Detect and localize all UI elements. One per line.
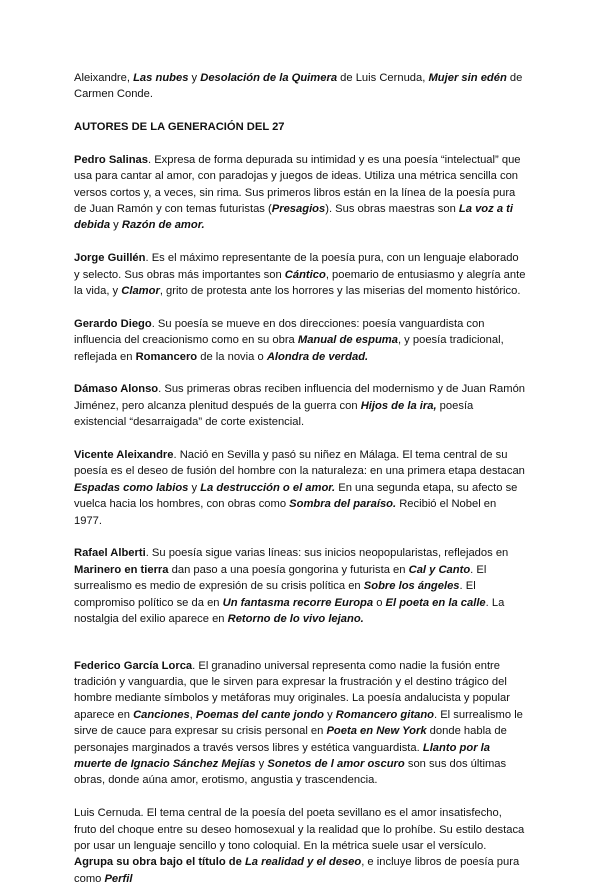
work-title: Llanto por la muerte de Ignacio Sánchez Mejías (74, 741, 490, 770)
work-title: Clamor (121, 285, 160, 298)
author-guillen (74, 250, 526, 299)
text: . Es el máximo representante de la poesía pura, con un lenguaje elaborado y selecto. Sus obras más importantes son (74, 252, 519, 281)
author-diego (74, 316, 526, 365)
work-title: Espadas como labios (74, 481, 189, 494)
text: . La nostalgia del exilio aparece en (74, 596, 505, 626)
bold-text: Agrupa su obra bajo el título de (74, 856, 245, 869)
author-alberti (74, 545, 526, 627)
work-title: Cántico (284, 268, 326, 281)
text: de Luis Cernuda, (337, 72, 429, 84)
work-title: Poemas del cante jondo (195, 708, 324, 721)
work-title: El poeta en la calle (385, 596, 486, 609)
work-title: Romancero gitano (335, 708, 434, 721)
text: son sus dos últimas obras, donde aúna amor, erotismo, angustia y trascendencia. (74, 757, 507, 787)
work-title: Mujer sin edén (428, 72, 507, 84)
author-alonso (74, 381, 526, 430)
work-title: Presagios (271, 203, 326, 216)
work-title: Perfil (104, 872, 133, 885)
author-cernuda (74, 805, 526, 887)
work-title: Cal y Canto (408, 563, 471, 576)
work-title: La voz a ti debida (74, 203, 514, 232)
text: . El surrealismo le sirve de cauce para expresar su crisis personal en (74, 708, 523, 738)
text: o (373, 596, 386, 609)
work-title: Alondra de verdad. (266, 350, 369, 363)
text: Aleixandre, (74, 72, 134, 84)
text: . Su poesía se mueve en dos direcciones: poesía vanguardista con influencia del creacionismo como en su obra (74, 317, 485, 347)
text: ). Sus obras maestras son (325, 203, 459, 216)
text: poesía existencial “desarraigada” de corte existencial. (74, 399, 474, 429)
text: y (110, 219, 122, 232)
author-name: Dámaso Alonso (74, 383, 159, 396)
work-title: Marinero en tierra (74, 563, 169, 576)
work-title: Razón de amor. (121, 219, 205, 232)
text: En una segunda etapa, su afecto se vuelca hacia los hombres, con obras como (74, 481, 518, 511)
work-title: Hijos de la ira, (360, 399, 437, 412)
work-title: Desolación de la Quimera (200, 72, 338, 84)
author-aleixandre (74, 447, 526, 529)
intro-paragraph (74, 70, 526, 103)
work-title: Sombra del paraíso. (289, 498, 397, 511)
author-name: Jorge Guillén (74, 252, 146, 265)
text: dan paso a una poesía gongorina y futurista en (168, 563, 409, 576)
work-title: Sobre los ángeles (363, 580, 460, 593)
section-heading: AUTORES DE LA GENERACIÓN DEL 27 (74, 120, 285, 133)
text: Recibió el Nobel en 1977. (74, 498, 497, 527)
author-lorca (74, 658, 526, 789)
text: , (189, 708, 196, 721)
text: . Su poesía sigue varias líneas: sus inicios neopopularistas, reflejados en (145, 547, 509, 560)
text: . Nació en Sevilla y pasó su niñez en Málaga. El tema central de su poesía es el deseo de fusión del hombre con la naturaleza: en una primera etapa destacan (74, 449, 525, 478)
work-title: Sonetos de l amor oscuro (267, 757, 405, 770)
author-name: Vicente Aleixandre (74, 449, 174, 462)
text: . El compromiso político se da en (74, 580, 476, 609)
work-title: Un fantasma recorre Europa (222, 596, 374, 609)
author-name: Gerardo Diego (74, 317, 152, 330)
author-salinas (74, 152, 526, 234)
work-title: Las nubes (133, 72, 189, 84)
author-name: Rafael Alberti (74, 547, 146, 560)
text: de Carmen Conde. (74, 72, 523, 101)
author-name: Pedro Salinas (74, 153, 148, 166)
text: de la novia o (197, 350, 267, 363)
work-title: Retorno de lo vivo lejano. (227, 613, 364, 626)
text: . El surrealismo es medio de expresión de su crisis política en (74, 563, 487, 593)
work-title: Manual de espuma (297, 334, 398, 347)
text: , grito de protesta ante los horrores y las miserias del momento histórico. (159, 285, 521, 298)
text: . El granadino universal representa como nadie la fusión entre tradición y vanguardia, que le sirven para expresar la frustración y el destino trágico del hombre mediante símbolos y metáforas muy originales. La poesía andalucista y popular aparece en (74, 659, 510, 721)
text: y (188, 72, 201, 84)
author-name: Federico García Lorca (74, 659, 193, 672)
text: . Expresa de forma depurada su intimidad y es una poesía “intelectual” que usa para cantar al amor, con paradojas y juegos de ideas. Utiliza una métrica sencilla con versos cortos y, a veces, sin rima. Sus primeros libros están en la línea de la poesía pura de Juan Ramón y con temas futuristas ( (74, 153, 521, 216)
work-title: La realidad y el deseo (244, 856, 362, 869)
work-title: La destrucción o el amor. (200, 481, 336, 494)
text: donde habla de personajes marginados a través versos libres y estética vanguardista. (74, 725, 507, 754)
text: y (255, 757, 268, 770)
text: , y poesía tradicional, reflejada en (74, 334, 504, 363)
work-title: Poeta en New York (326, 725, 427, 738)
text: y (188, 481, 201, 494)
text: y (323, 708, 336, 721)
text: . Sus primeras obras reciben influencia del modernismo y de Juan Ramón Jiménez, pero alcanza plenitud después de la guerra con (74, 383, 526, 412)
work-title: Canciones (133, 708, 190, 721)
work-title: Romancero (135, 350, 198, 363)
text: , e incluye libros de poesía pura como (74, 856, 520, 885)
text: , poemario de entusiasmo y alegría ante la vida, y (74, 268, 526, 298)
text: Luis Cernuda. El tema central de la poesía del poeta sevillano es el amor insatisfecho, fruto del choque entre su deseo homosexual y la realidad que lo prohíbe. Su estilo destaca por usar un lenguaje sencillo y tono coloquial. En la métrica suele usar el versículo. (74, 807, 525, 852)
